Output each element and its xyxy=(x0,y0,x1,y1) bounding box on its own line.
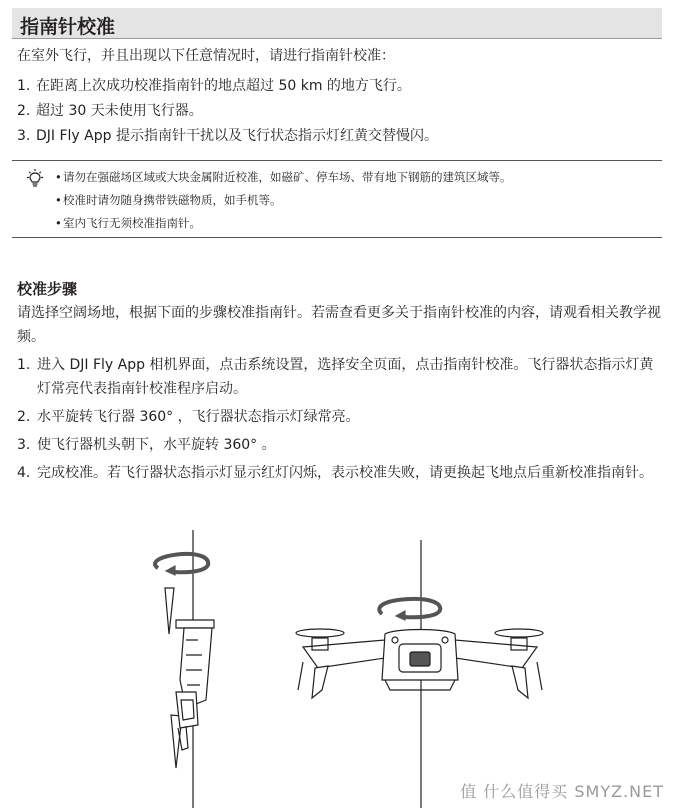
step-item: 1. 进入 DJI Fly App 相机界面，点击系统设置，选择安全页面，点击指南针校准。飞行器状态指示灯黄灯常亮代表指南针校准程序启动。 xyxy=(17,357,654,397)
note-item: • 请勿在强磁场区域或大块金属附近校准，如磁矿、停车场、带有地下钢筋的建筑区域等。 xyxy=(63,169,512,185)
section-title: 指南针校准 xyxy=(20,16,116,38)
calibration-illustration xyxy=(0,530,680,808)
note-item: • 室内飞行无须校准指南针。 xyxy=(63,215,201,231)
note-item: • 校准时请勿随身携带铁磁物质，如手机等。 xyxy=(63,192,282,208)
steps-intro: 请选择空阔场地，根据下面的步骤校准指南针。若需查看更多关于指南针校准的内容，请观看相关教学视频。 xyxy=(17,305,661,345)
condition-item: 3. DJI Fly App 提示指南针干扰以及飞行状态指示灯红黄交替慢闪。 xyxy=(17,128,438,144)
steps-heading: 校准步骤 xyxy=(17,280,78,298)
step-item: 4. 完成校准。若飞行器状态指示灯显示红灯闪烁，表示校准失败，请更换起飞地点后重新校准指南针。 xyxy=(17,465,653,481)
condition-item: 2. 超过 30 天未使用飞行器。 xyxy=(17,103,203,119)
lightbulb-icon xyxy=(24,168,46,190)
intro-paragraph: 在室外飞行，并且出现以下任意情况时，请进行指南针校准： xyxy=(17,48,395,64)
drone-nose-down-figure xyxy=(155,530,214,808)
step-item: 2. 水平旋转飞行器 360° ，飞行器状态指示灯绿常亮。 xyxy=(17,409,360,425)
step-item: 3. 使飞行器机头朝下，水平旋转 360° 。 xyxy=(17,437,276,453)
condition-item: 1. 在距离上次成功校准指南针的地点超过 50 km 的地方飞行。 xyxy=(17,78,411,94)
tip-box xyxy=(12,160,662,238)
drone-level-figure xyxy=(296,540,543,808)
section-header xyxy=(12,8,662,39)
watermark: 值 什么值得买 SMYZ.NET xyxy=(460,782,664,801)
